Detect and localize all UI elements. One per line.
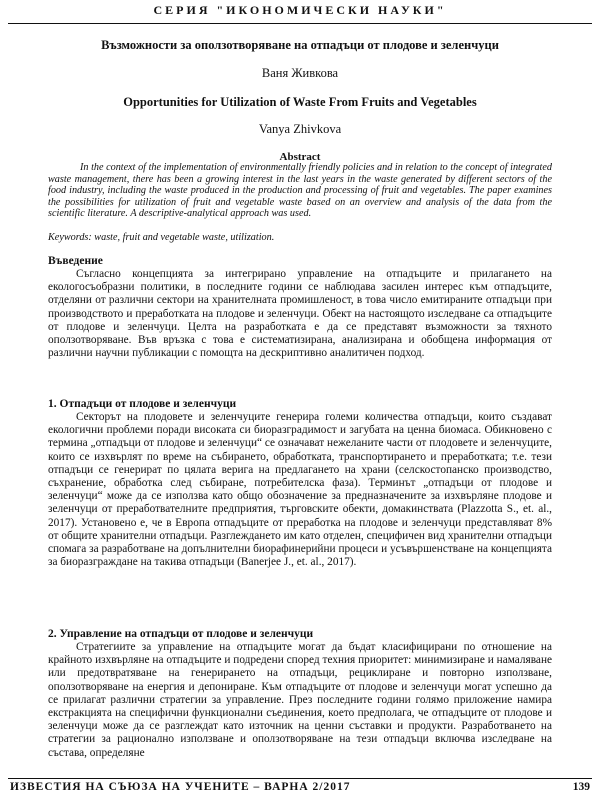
journal-series-header: СЕРИЯ "ИКОНОМИЧЕСКИ НАУКИ" xyxy=(153,3,447,17)
page-footer xyxy=(10,781,590,793)
author-name-english: Vanya Zhivkova xyxy=(258,122,342,136)
footer-rule xyxy=(8,778,592,779)
page-number: 139 xyxy=(572,781,590,793)
keywords: Keywords: waste, fruit and vegetable waste, utilization. xyxy=(48,232,275,243)
abstract-heading: Abstract xyxy=(279,151,321,163)
paper-title-bulgarian: Възможности за оползотворяване на отпадъци от плодове и зеленчуци xyxy=(101,38,499,52)
section-heading-fruit-vegetable-waste: 1. Отпадъци от плодове и зеленчуци xyxy=(48,398,237,410)
section-text-waste-management: Стратегиите за управление на отпадъците могат да бъдат класифицирани по отношение на крайното изхвърляне на отпадъците и подредени според техния приоритет: минимизиране и намаляване или предотвратяване на генерирането на отпадъци, рециклиране и повторно използване, оползотворяване на енергия и депониране. Към отпадъците от плодове и зеленчуци могат успешно да се прилагат различни стратегии за управление. През последните години голямо приложение намира екстракцията на специфични функционални съединения, което предполага, че отпадъците от плодове и зеленчуци може да се разглеждат като източник на ценни съставки и продукти. Разработването на стратегии за рационално използване и оползотворяване на тези отпадъци включва изследване на състава, определяне xyxy=(48,641,552,759)
section-heading-waste-management: 2. Управление на отпадъци от плодове и зеленчуци xyxy=(48,628,314,640)
abstract-text: In the context of the implementation of environmentally friendly policies and in relation to the concept of integrated waste management, there has been a growing interest in the last years in the waste generated by different sectors of the food industry, including the waste produced in the production and processing of fruit and vegetables. The paper examines the possibilities for utilization of fruit and vegetable waste based on an overview and analysis of the data from the scientific literature. A descriptive-analytical approach was used. xyxy=(48,162,552,220)
paper-title-english: Opportunities for Utilization of Waste From Fruits and Vegetables xyxy=(123,95,477,109)
section-heading-introduction: Въведение xyxy=(48,255,103,267)
author-name-bulgarian: Ваня Живкова xyxy=(261,66,339,80)
header-rule xyxy=(8,23,592,24)
footer-journal-title: ИЗВЕСТИЯ НА СЪЮЗА НА УЧЕНИТЕ – ВАРНА 2/2017 xyxy=(10,781,351,793)
section-text-fruit-vegetable-waste: Секторът на плодовете и зеленчуците генерира големи количества отпадъци, които създават екологични проблеми поради високата си биоразградимост и загубата на ценна биомаса. Обикновено с термина „отпадъци от плодове и зеленчуци“ се означават нежеланите части от плодовете и зеленчуците, които се изхвърлят по време на събирането, обработката, транспортирането и преработката; т.е. тези отпадъци се генерират по цялата верига на предлагането на храни (селскостопанско производство, съхранение, обработка след събиране, потребителска фаза). Терминът „отпадъци от плодове и зеленчуци“ може да се използва като общо обозначение за предназначените за изхвърляне плодове и зеленчуци от преработвателните предприятия, търговските обекти, домакинствата (Plazzotta S., et. al., 2017). Установено е, че в Европа отпадъците от преработка на плодове и зеленчуци представляват 8% от общите хранителни отпадъци. Разглеждането им като отделен, специфичен вид хранителни отпадъци спомага за разработване на допълнителни биорафинерийни процеси и усъвършенстване на концепцията за биоразграждане на такива отпадъци (Banerjee J., et. al., 2017). xyxy=(48,411,552,569)
section-text-introduction: Съгласно концепцията за интегрирано управление на отпадъците и прилагането на екологосъобразни политики, в последните години се наблюдава засилен интерес към отпадъците, отделяни от различни сектори на хранителната промишленост, в това число емитираните отпадъци при производството и преработката на плодове и зеленчуци. Обект на настоящото изследване са отпадъците от плодове и зеленчуци. Целта на разработката е да се представят възможности за тяхното оползотворяване. Във връзка с това е систематизирана, анализирана и обобщена информация от различни научни публикации с помощта на дескриптивно аналитичен подход. xyxy=(48,268,552,360)
